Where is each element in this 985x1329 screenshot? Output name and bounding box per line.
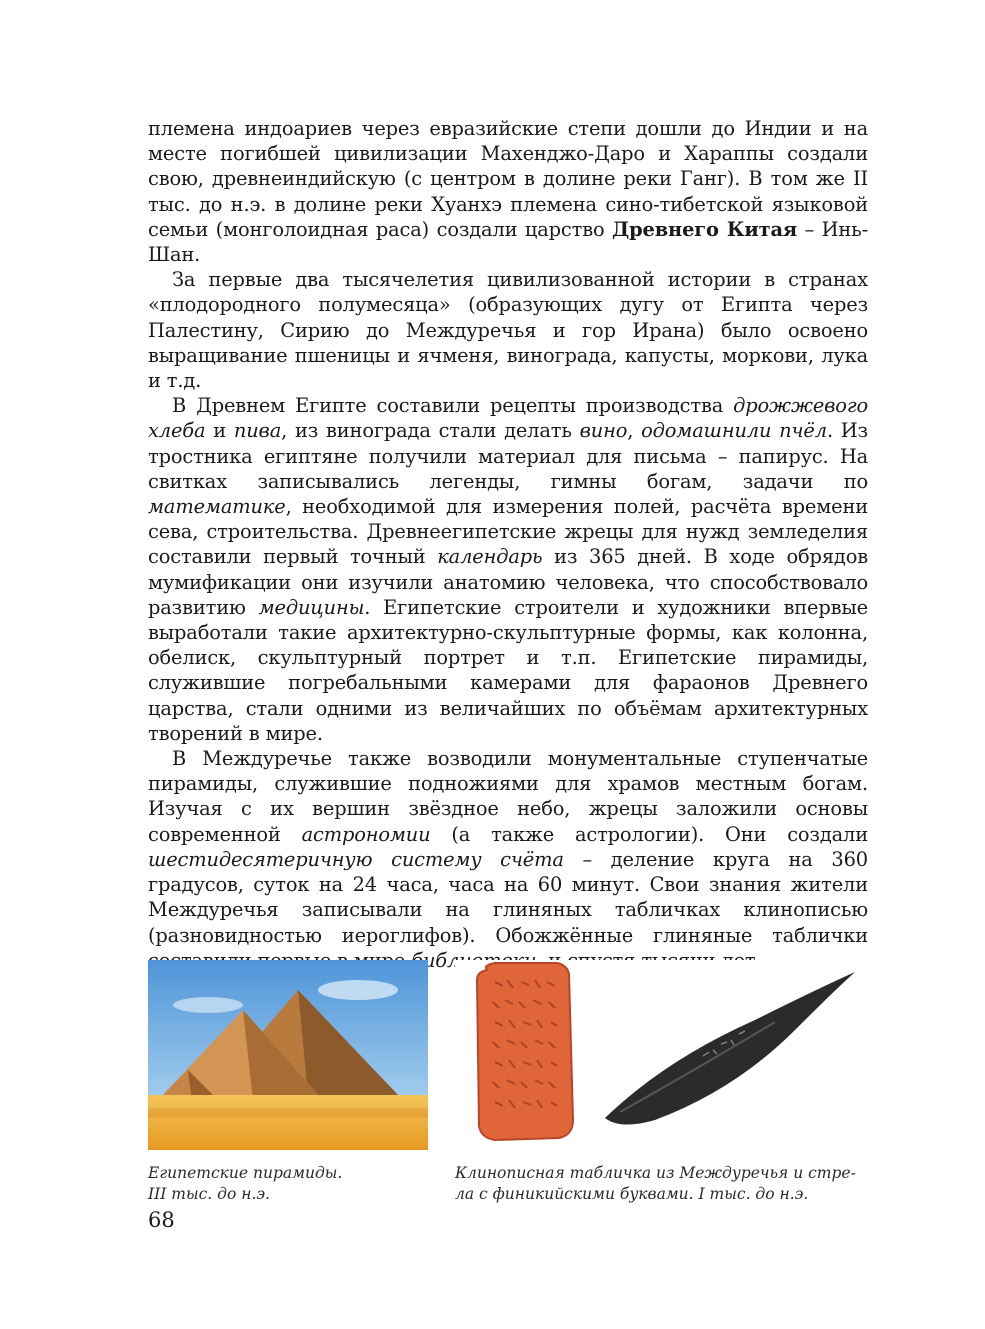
artifacts-photo [455, 960, 865, 1150]
page-number: 68 [148, 1208, 175, 1232]
caption-artifacts-line-1: Клинописная табличка из Междуречья и стре- [455, 1164, 856, 1182]
emphasis-term: пива [233, 419, 282, 443]
cuneiform-tablet-and-arrow-illustration [455, 960, 865, 1150]
text-run: племена индоариев через евразийские степи дошли до Индии и на месте погибшей цивилизации Махенджо-Даро и Хараппы создали свою, древнеиндийскую (с центром в долине реки Ганг). В том же II тыс. до н.э. в долине реки Хуанхэ племена сино-тибетской языковой семьи (монголоидная раса) создали царство [148, 117, 868, 241]
text-run: из 365 дней. В ходе обрядов мумификации они изучили анатомию человека, что способствовало развитию [148, 545, 868, 619]
paragraph-1 [148, 116, 868, 267]
text-run: За первые два тысячелетия цивилизованной истории в странах «плодородного полумесяца» (образующих дугу от Египта через Палестину, Сирию до Междуречья и гор Ирана) было освоено выращивание пшеницы и ячменя, винограда, капусты, моркови, лука и т.д. [148, 268, 868, 393]
emphasis-term: дрожжевого хлеба [148, 394, 868, 443]
emphasis-term: астрономии [301, 822, 431, 846]
caption-artifacts [455, 1163, 856, 1205]
emphasis-term: математике [148, 495, 286, 519]
paragraph-4 [148, 746, 868, 973]
text-run: (а также астрологии). Они создали [430, 822, 868, 846]
emphasis-term: одомашнили пчёл [641, 419, 827, 443]
bold-term: Древнего Китая [612, 217, 798, 241]
emphasis-term: календарь [437, 545, 543, 569]
text-run: . Из тростника египтяне получили материал для письма – папирус. На свитках записывались легенды, гимны богам, задачи по [148, 419, 868, 493]
text-run: В Древнем Египте составили рецепты производства [172, 394, 734, 418]
caption-pyramids-line-2: III тыс. до н.э. [148, 1185, 270, 1203]
paragraph-2 [148, 267, 868, 393]
caption-pyramids [148, 1163, 342, 1205]
clay-tablet [477, 963, 573, 1140]
egyptian-pyramids-photo [148, 960, 428, 1150]
emphasis-term: вино [579, 419, 628, 443]
pyramids-illustration [148, 960, 428, 1150]
text-run: , [627, 419, 642, 443]
caption-pyramids-line-1: Египетские пирамиды. [148, 1164, 343, 1182]
text-run: и [205, 419, 234, 443]
text-run: . Египетские строители и художники впервые выработали такие архитектурно-скульптурные формы, как колонна, обелиск, скульптурный портрет и т.п. Египетские пирамиды, служившие погребальными камерами для фараонов Древнего царства, стали одними из величайших по объёмам архитектурных творений в мире. [148, 595, 868, 745]
caption-artifacts-line-2: ла с финикийскими буквами. I тыс. до н.э. [455, 1185, 809, 1203]
emphasis-term: медицины [258, 595, 365, 619]
text-run: , необходимой для измерения полей, расчёта времени сева, строительства. Древнеегипетские жрецы для нужд земледелия составили первый точный [148, 495, 868, 569]
text-run: – деление круга на 360 градусов, суток на 24 часа, часа на 60 минут. Свои знания жители Междуречья записывали на глиняных табличках клинописью (разновидностью иероглифов). Обожжённые глиняные таблички [148, 847, 868, 947]
main-text [148, 116, 868, 973]
emphasis-term: шестидесятеричную систему счёта [148, 847, 564, 871]
paragraph-3 [148, 393, 868, 746]
text-run: – Инь-Шан. [148, 217, 868, 267]
text-run: В Междуречье также возводили монументальные ступенчатые пирамиды, служившие подножиями для храмов местным богам. Изучая с их вершин звёздное небо, жрецы заложили основы современной [148, 747, 868, 846]
text-run: , из винограда стали делать [281, 419, 580, 443]
